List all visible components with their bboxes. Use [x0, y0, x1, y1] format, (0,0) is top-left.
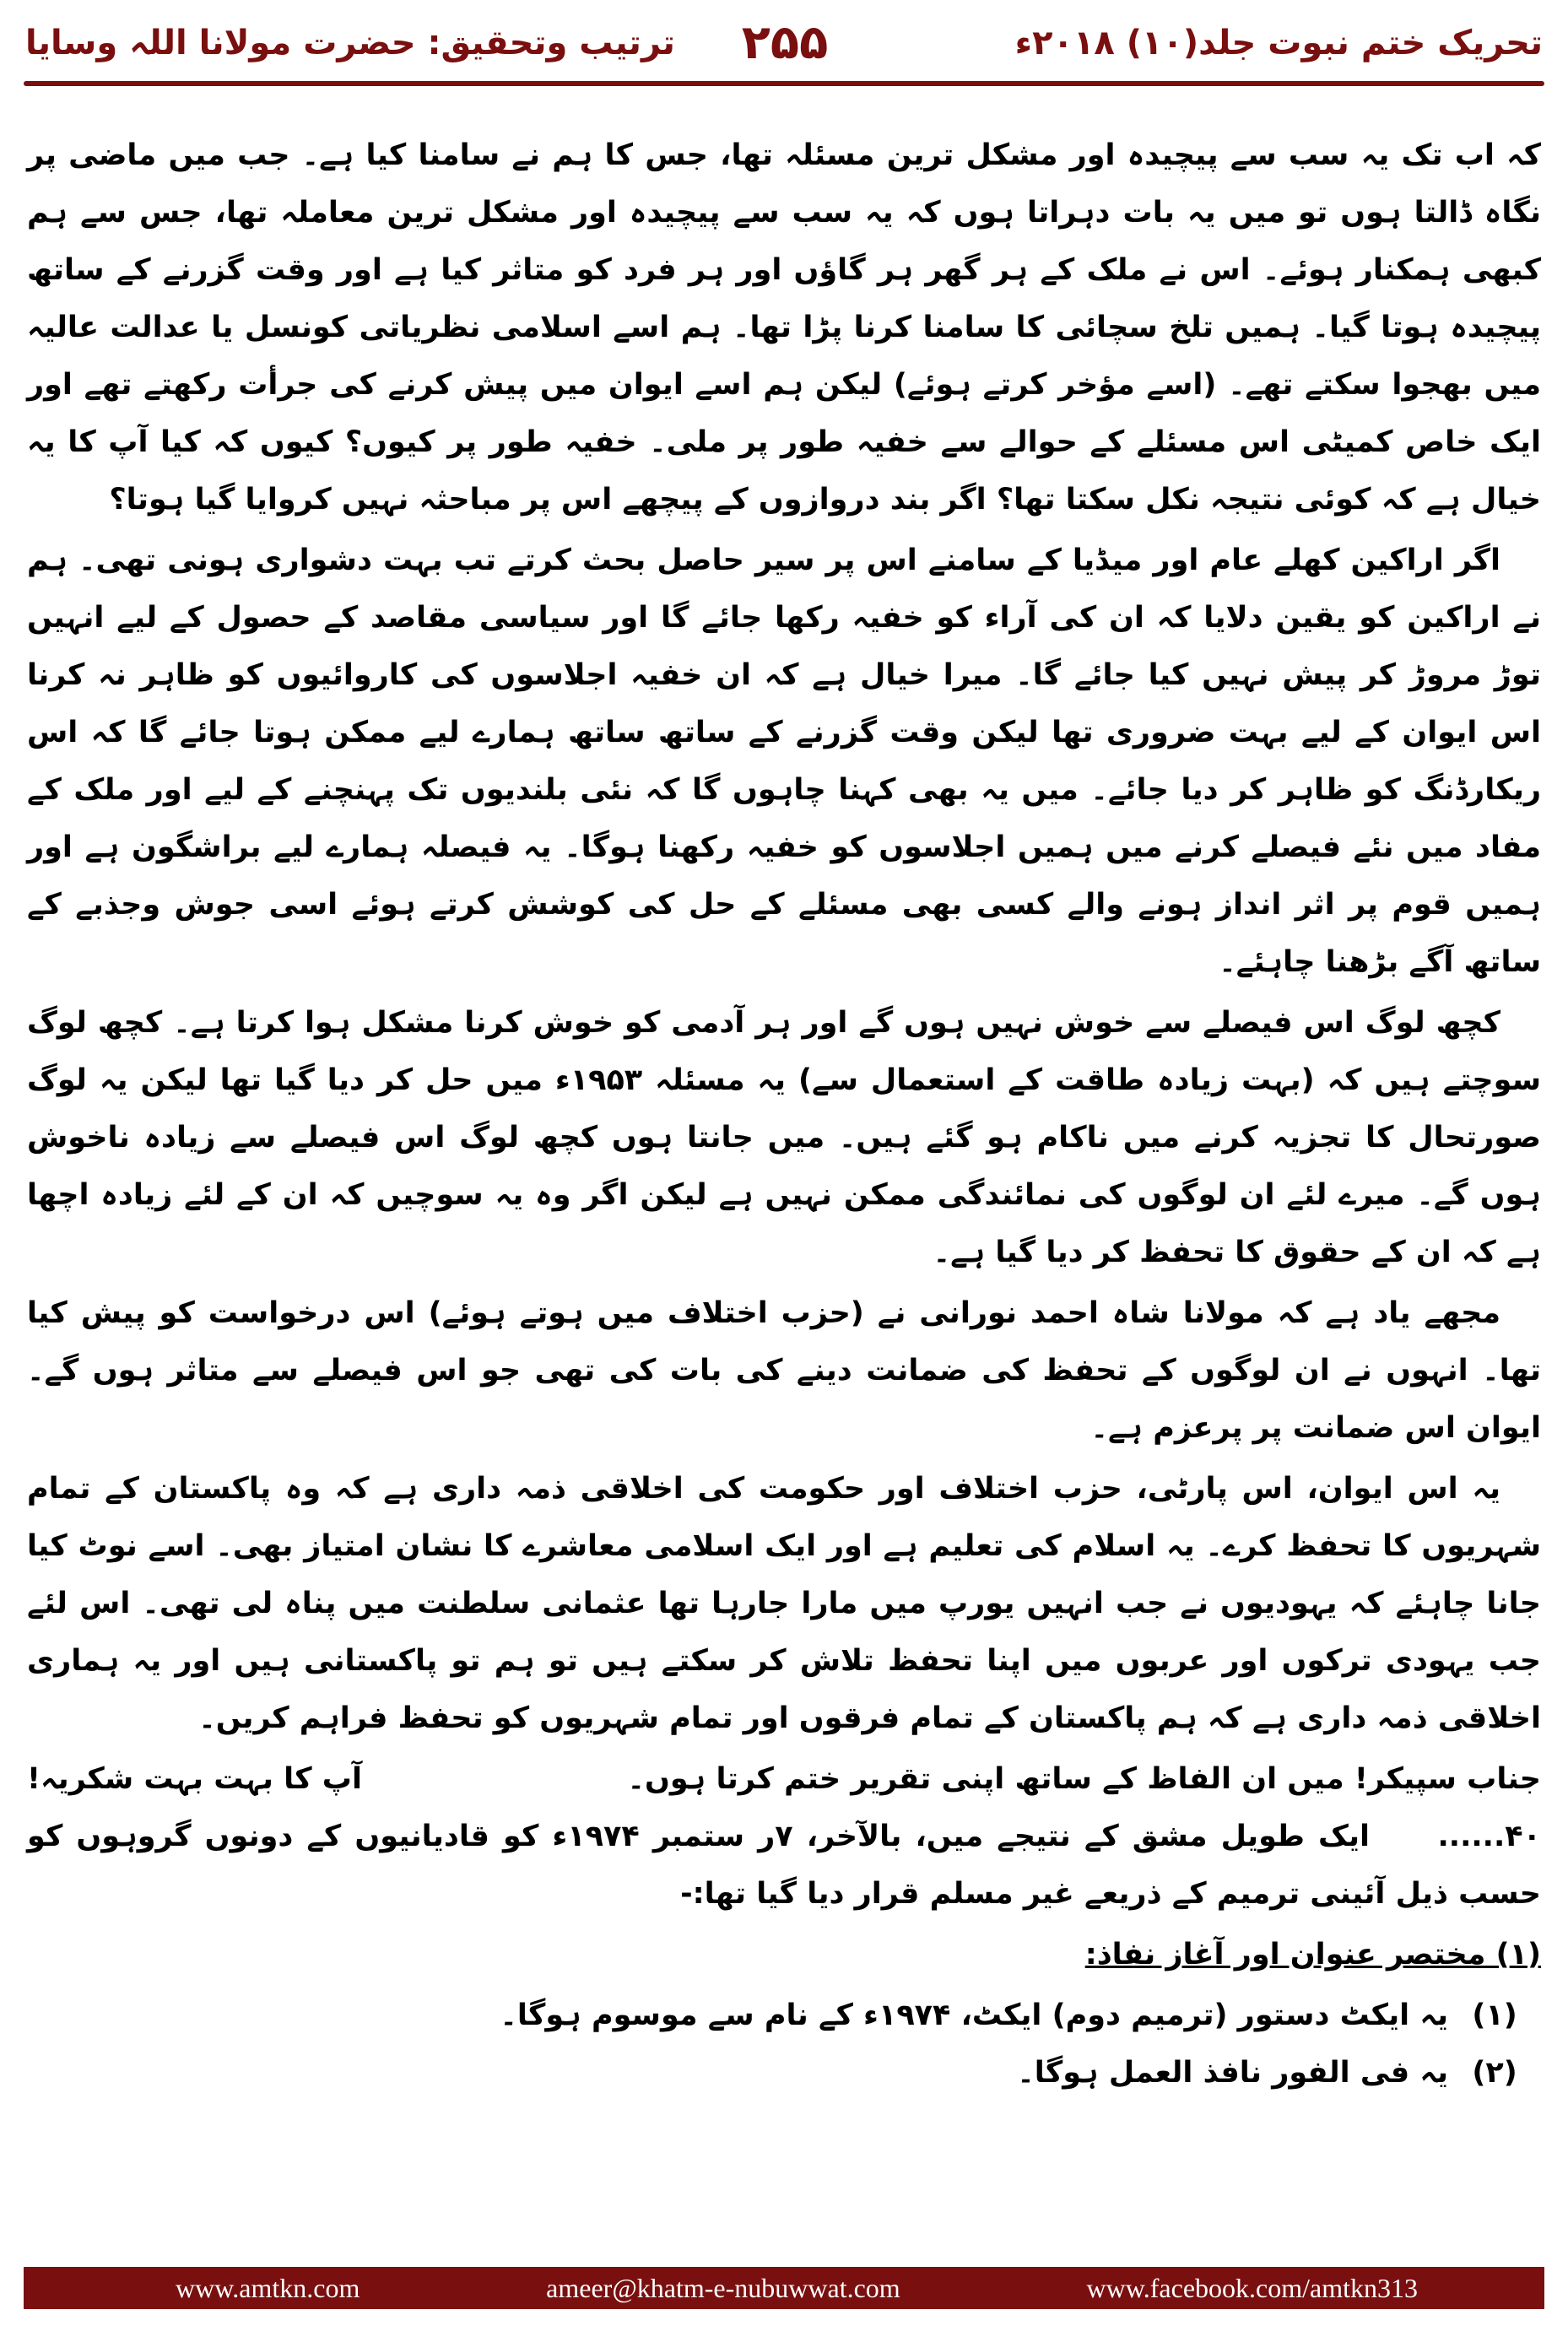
- paragraph: کہ اب تک یہ سب سے پیچیدہ اور مشکل ترین مسئلہ تھا، جس کا ہم نے سامنا کیا ہے۔ جب میں ماضی پر نگاہ ڈالتا ہوں تو میں یہ بات دہراتا ہوں کہ یہ سب سے پیچیدہ اور مشکل ترین معاملہ تھا، جس سے ہم کبھی ہمکنار ہوئے۔ اس نے ملک کے ہر گھر ہر گاؤں اور ہر فرد کو متاثر کیا ہے اور وقت گزرنے کے ساتھ پیچیدہ ہوتا گیا۔ ہمیں تلخ سچائی کا سامنا کرنا پڑا تھا۔ ہم اسے اسلامی نظریاتی کونسل یا عدالت عالیہ میں بھجوا سکتے تھے۔ (اسے مؤخر کرتے ہوئے) لیکن ہم اسے ایوان میں پیش کرنے کی جرأت رکھتے تھے اور ایک خاص کمیٹی اس مسئلے کے حوالے سے خفیہ طور پر ملی۔ خفیہ طور پر کیوں؟ کیوں کہ کیا آپ کا یہ خیال ہے کہ کوئی نتیجہ نکل سکتا تھا؟ اگر بند دروازوں کے پیچھے اس پر مباحثہ نہیں کروایا گیا ہوتا؟: [27, 138, 1541, 517]
- closing-statement: جناب سپیکر! میں ان الفاظ کے ساتھ اپنی تقریر ختم کرتا ہوں۔: [627, 1762, 1541, 1796]
- book-title: تحریک ختم نبوت جلد(۱۰) ۲۰۱۸ء: [1014, 24, 1543, 62]
- page-header: [0, 0, 1568, 118]
- page-body: [27, 127, 1541, 2101]
- section-text: ایک طویل مشق کے نتیجے میں، بالآخر، ۷ر ستمبر ۱۹۷۴ء کو قادیانیوں کے دونوں گروہوں کو حسب ذیل آئینی ترمیم کے ذریعے غیر مسلم قرار دیا گیا تھا:-: [27, 1820, 1541, 1911]
- paragraph: کچھ لوگ اس فیصلے سے خوش نہیں ہوں گے اور ہر آدمی کو خوش کرنا مشکل ہوا کرتا ہے۔ کچھ لوگ سوچتے ہیں کہ (بہت زیادہ طاقت کے استعمال سے) یہ مسئلہ ۱۹۵۳ء میں حل کر دیا گیا تھا لیکن یہ لوگ صورتحال کا تجزیہ کرنے میں ناکام ہو گئے ہیں۔ میں جانتا ہوں کچھ لوگ اس فیصلے سے زیادہ ناخوش ہوں گے۔ میرے لئے ان لوگوں کی نمائندگی ممکن نہیں ہے لیکن اگر وہ یہ سوچیں کہ ان کے لئے زیادہ اچھا ہے کہ ان کے حقوق کا تحفظ کر دیا گیا ہے۔: [27, 1006, 1542, 1269]
- section-40: [27, 1808, 1541, 1923]
- paragraph: مجھے یاد ہے کہ مولانا شاہ احمد نورانی نے (حزب اختلاف میں ہوتے ہوئے) اس درخواست کو پیش کیا تھا۔ انہوں نے ان لوگوں کے تحفظ کی ضمانت دینے کی بات کی تھی جو اس فیصلے سے متاثر ہوں گے۔ ایوان اس ضمانت پر پرعزم ہے۔: [27, 1296, 1541, 1445]
- website-link[interactable]: www.amtkn.com: [176, 2272, 360, 2303]
- list-item: [27, 1987, 1541, 2044]
- closing-line: [27, 1750, 1541, 1808]
- list-item-text: یہ فی الفور نافذ العمل ہوگا۔: [1017, 2056, 1448, 2090]
- subheading: (۱) مختصر عنوان اور آغاز نفاذ:: [1084, 1938, 1541, 1971]
- closing-thanks: آپ کا بہت بہت شکریہ!: [27, 1762, 362, 1796]
- list-item-number: (۲): [1472, 2056, 1517, 2090]
- facebook-link[interactable]: www.facebook.com/amtkn313: [1086, 2272, 1418, 2303]
- list-item: [27, 2044, 1541, 2101]
- page-number: ۲۵۵: [741, 15, 829, 70]
- paragraph: اگر اراکین کھلے عام اور میڈیا کے سامنے اس پر سیر حاصل بحث کرتے تب بہت دشواری ہونی تھی۔ ہم نے اراکین کو یقین دلایا کہ ان کی آراء کو خفیہ رکھا جائے گا اور سیاسی مقاصد کے حصول کے لیے انہیں توڑ مروڑ کر پیش نہیں کیا جائے گا۔ میرا خیال ہے کہ ان خفیہ اجلاسوں کی کاروائیوں کو ظاہر نہ کرنا اس ایوان کے لیے بہت ضروری تھا لیکن وقت گزرنے کے ساتھ ساتھ ہمارے لیے ممکن ہوتا جائے گا کہ اس ریکارڈنگ کو ظاہر کر دیا جائے۔ میں یہ بھی کہنا چاہوں گا کہ نئی بلندیوں تک پہنچنے کے لیے اور ملک کے مفاد میں نئے فیصلے کرنے میں ہمیں اجلاسوں کو خفیہ رکھنا ہوگا۔ یہ فیصلہ ہمارے لیے براشگون ہے اور ہمیں قوم پر اثر انداز ہونے والے کسی بھی مسئلے کے حل کی کوشش کرتے ہوئے اسی جوش وجذبے کے ساتھ آگے بڑھنا چاہئے۔: [27, 544, 1541, 979]
- email-link[interactable]: ameer@khatm-e-nubuwwat.com: [546, 2272, 900, 2303]
- list-item-number: (۱): [1472, 1999, 1517, 2032]
- paragraph: یہ اس ایوان، اس پارٹی، حزب اختلاف اور حکومت کی اخلاقی ذمہ داری ہے کہ وہ پاکستان کے تمام شہریوں کا تحفظ کرے۔ یہ اسلام کی تعلیم ہے اور ایک اسلامی معاشرے کا نشان امتیاز بھی۔ اسے نوٹ کیا جانا چاہئے کہ یہودیوں نے جب انہیں یورپ میں مارا جارہا تھا عثمانی سلطنت میں پناہ لی تھی۔ اس لئے جب یہودی ترکوں اور عربوں میں اپنا تحفظ تلاش کر سکتے ہیں تو ہم تو پاکستانی ہیں اور یہ ہماری اخلاقی ذمہ داری ہے کہ ہم پاکستان کے تمام فرقوں اور تمام شہریوں کو تحفظ فراہم کریں۔: [27, 1472, 1541, 1735]
- list-item-text: یہ ایکٹ دستور (ترمیم دوم) ایکٹ، ۱۹۷۴ء کے نام سے موسوم ہوگا۔: [500, 1999, 1448, 2032]
- header-divider: [24, 81, 1544, 86]
- compiler-credit: ترتیب وتحقیق: حضرت مولانا اللہ وسایا: [25, 24, 675, 62]
- section-number: ۴۰......: [1437, 1820, 1541, 1853]
- page-footer: [24, 2267, 1544, 2309]
